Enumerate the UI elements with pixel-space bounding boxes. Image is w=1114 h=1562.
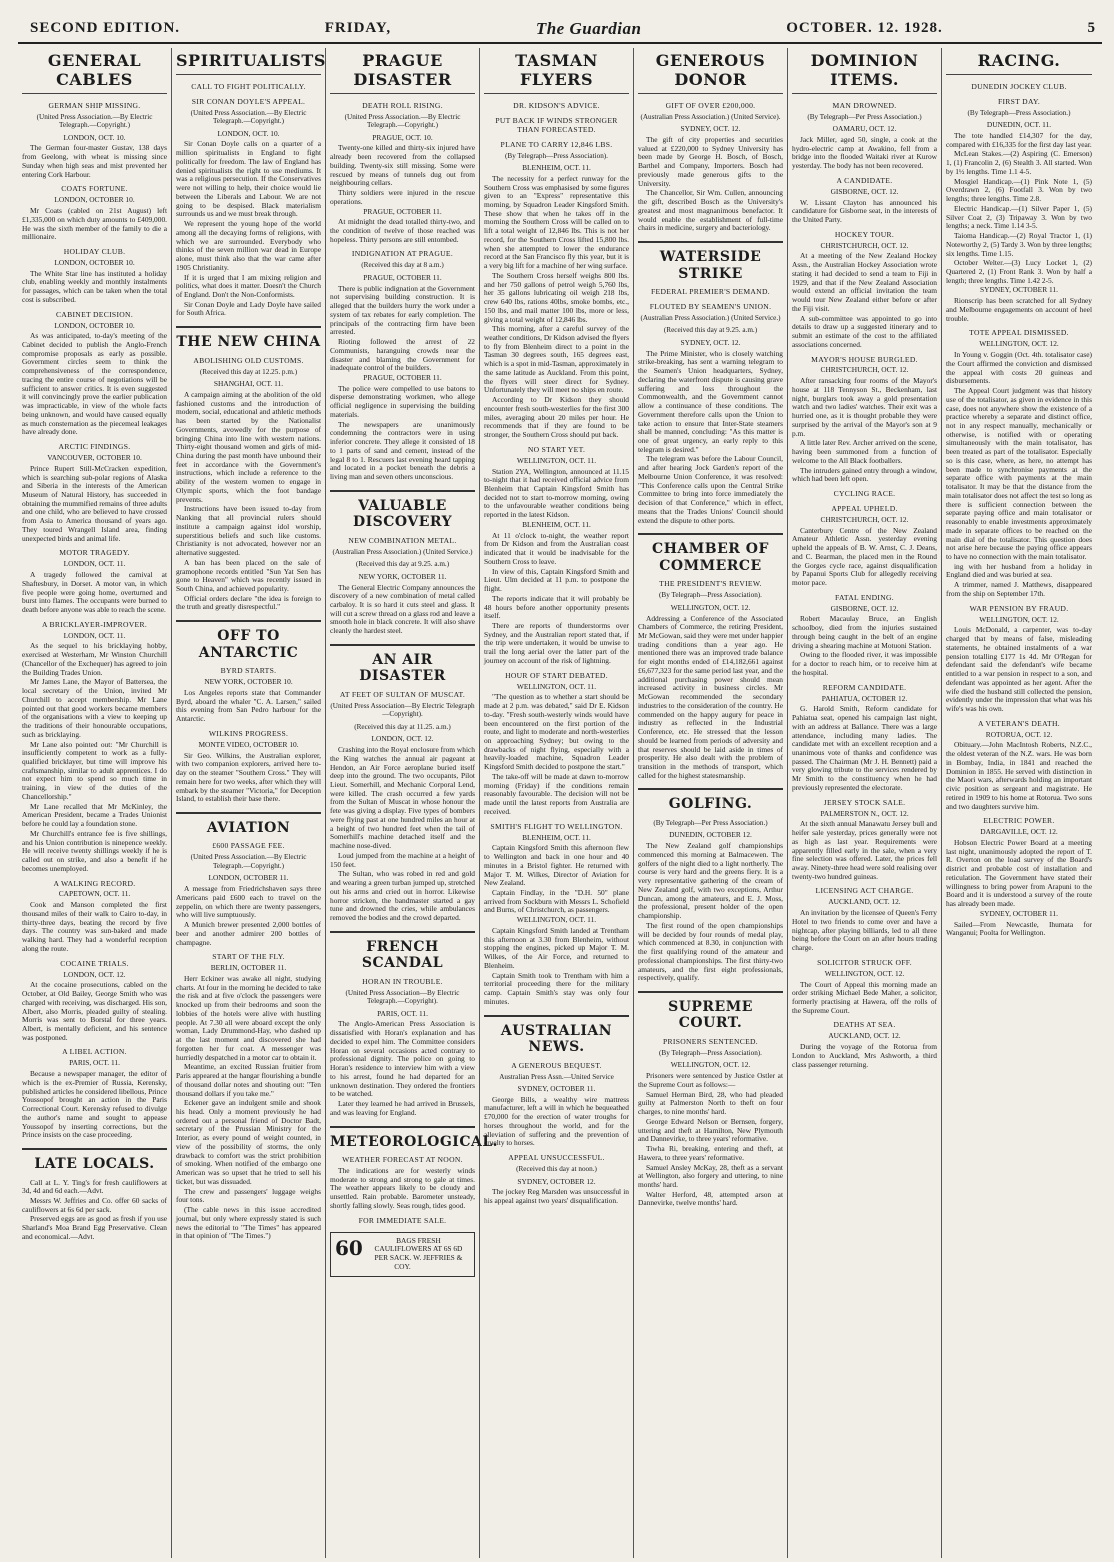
- dateline: AUCKLAND, OCT. 12.: [828, 897, 901, 907]
- subheading: FOR IMMEDIATE SALE.: [358, 1215, 447, 1225]
- paragraph: Thirty soldiers were injured in the rescue operations.: [330, 188, 475, 206]
- paragraph: Official orders declare "the idea is foreign to the truth and greatly disrespectful.": [176, 593, 321, 612]
- subheading: SIR CONAN DOYLE'S APPEAL.: [191, 96, 306, 106]
- column-2: [172, 48, 326, 1558]
- subheading: SMITH'S FLIGHT TO WELLINGTON.: [490, 821, 623, 831]
- press-credit: (United Press Association.—By Electric Telegraph.—Copyright.): [344, 112, 461, 130]
- paragraph: Sir Conan Doyle calls on a quarter of a million spiritualists in England to fight politically for freedom. The law of England has denied spiritualists the right to use mediums. It was a religious persecution. If the Conservatives were not willing to help, their choice would lie between the Liberals and Labour. We are not going to be despised. Black materialism surrounds us and we must break through.: [176, 139, 321, 219]
- dateline: WELLINGTON, OCT. 12.: [824, 968, 905, 978]
- paragraph: Loud jumped from the machine at a height of 150 feet.: [330, 850, 475, 869]
- paragraph: Instructions have been issued to-day from Nanking that all provincial rulers should institute a campaign against idol worship, superstitious beliefs and such like customs. Christianity is not advocated, however nor an alternative suggested.: [176, 504, 321, 558]
- paragraph: The Anglo-American Press Association is dissatisfied with Horan's explanation and has decided to expel him. The Committee considers Horan on several occasions acted contrary to professional dignity. The police on going to Horan's residence to interview him with a view to his arrest, found he had departed for an unknown destination. They ordered the frontiers to be watched.: [330, 1019, 475, 1099]
- paragraph: Later they learned he had arrived in Brussels, and was leaving for England.: [330, 1099, 475, 1117]
- subheading: HOCKEY TOUR.: [834, 229, 895, 239]
- paragraph: Mr Lane recalled that Mr McKinley, the American President, became a Trades Unionist before he could lay a foundation stone.: [22, 801, 167, 829]
- page-number: 5: [1087, 20, 1096, 36]
- paragraph: As the sequel to his bricklaying hobby, exercised at Westerham, Mr Winston Churchill (Chancellor of the Exchequer) has agreed to join the Building Trades Union.: [22, 641, 167, 677]
- paragraph: According to Dr Kidson they should encounter fresh south-westerlies for the first 300 miles, averaging about 20 miles per hour. He recommends that if they are found to be stronger, the Southern Cross should put back.: [484, 395, 629, 440]
- article-headline: LATE LOCALS.: [22, 1148, 167, 1173]
- column-7: [942, 48, 1096, 1558]
- paragraph: As was anticipated, to-day's meeting of the Cabinet decided to publish the Anglo-French compromise proposals as early as possible. Government circles seem to think the comprehensiveness of the correspondence, tracing the entire course of negotiations will be sufficient to answer critics. It is even suggested it will convincingly prove the earlier publication was impracticable, in view of the whole facts being unknown, and would have caused equally as much consternation as the piecemeal leakages have already done.: [22, 331, 167, 437]
- ad-quantity: 60: [335, 1235, 363, 1260]
- subheading: A GENEROUS BEQUEST.: [511, 1060, 602, 1070]
- subheading: TOTE APPEAL DISMISSED.: [969, 328, 1069, 338]
- subheading: HOLIDAY CLUB.: [63, 246, 126, 256]
- paragraph: Tiwha Ri, breaking, entering and theft, at Hawera, to three years' reformative.: [638, 1144, 783, 1162]
- dateline: PARIS, OCT. 11.: [377, 1008, 428, 1018]
- article-headline: WATERSIDE STRIKE: [638, 241, 783, 282]
- subheading: PLANE TO CARRY 12,846 LBS.: [500, 139, 613, 149]
- paragraph: Obituary.—John MacIntosh Roberts, N.Z.C., the oldest veteran of the N.Z. wars. He was born in Bombay, India, in 1841 and reached the Dominion in 1855. He served with distinction in the Maori wars, afterwards holding an important civic position as sergeant and magistrate. He retired in 1909 to his home at Rotorua. Two sons and two daughters survive him.: [946, 740, 1092, 811]
- subheading: APPEAL UPHELD.: [831, 503, 898, 513]
- subheading: FEDERAL PREMIER'S DEMAND.: [651, 287, 770, 297]
- paragraph: Prince Rupert Still-McCracken expedition, which is searching sub-polar regions of Alaska and Siberia in the interests of the American Museum of Natural History, has succeeded in obtaining the mummified remains of three adults and one child, who are believed to have crossed from Asia to America thousand of years ago. They toured Wrangell Island area, finding unexpected birds and animal life.: [22, 463, 167, 543]
- dateline: DUNEDIN, OCTOBER 12.: [669, 830, 752, 840]
- dateline: WELLINGTON, OCT. 11.: [516, 915, 597, 925]
- dateline: BLENHEIM, OCT. 11.: [522, 832, 591, 842]
- dateline: SYDNEY, OCTOBER 11.: [980, 908, 1058, 918]
- article-headline: AUSTRALIAN NEWS.: [484, 1015, 629, 1056]
- subheading: £600 PASSAGE FEE.: [212, 841, 285, 851]
- dateline: LONDON, OCTOBER 10.: [54, 257, 135, 267]
- subheading: REFORM CANDIDATE.: [822, 682, 907, 692]
- dateline: WELLINGTON, OCT. 11.: [516, 681, 597, 691]
- dateline: LONDON, OCT. 11.: [63, 559, 126, 569]
- paragraph: A message from Friedrichshaven says three Americans paid £600 each to travel on the zeppelin, on which there are twenty passengers, who will live sumptuously.: [176, 884, 321, 920]
- dateline: SYDNEY, OCTOBER 12.: [517, 1176, 596, 1186]
- dateline: SHANGHAI, OCT. 11.: [213, 379, 284, 389]
- subheading: ELECTRIC POWER.: [983, 816, 1055, 826]
- paragraph: Meantime, an excited Russian fruitier from Paris appeared at the hangar flourishing a bundle of thousand dollar notes and shouting out: "Ten thousand dollars if you take me.": [176, 1062, 321, 1098]
- section-heading: DOMINION ITEMS.: [792, 48, 937, 94]
- article-columns: [18, 48, 1102, 1558]
- subheading: A CANDIDATE.: [836, 175, 893, 185]
- dateline: LONDON, OCT. 10.: [63, 132, 126, 142]
- paragraph: Call at L. Y. Ting's for fresh cauliflowers at 3d, 4d and 6d each.—Advt.: [22, 1177, 167, 1196]
- dateline: NEW YORK, OCTOBER 11.: [358, 571, 447, 581]
- paragraph: Jack Miller, aged 50, single, a cook at the hydro-electric camp at Awakino, fell from a bridge into the flooded Waitaki river at Kurow yesterday. The body has not been recovered.: [792, 134, 937, 171]
- subheading: FIRST DAY.: [997, 96, 1041, 106]
- paragraph: The German four-master Gustav, 138 days from Geelong, with wheat is missing since Sunday when high seas and mist prevented her entering Cork Harbour.: [22, 143, 167, 179]
- dateline: ROTORUA, OCT. 12.: [985, 729, 1053, 739]
- paragraph: (The cable news in this issue accredited journal, but only where expressly stated is such news the editorial to "The Times" has appeared in that opinion of "The Times."): [176, 1205, 321, 1241]
- paragraph: The gift of city properties and securities valued at £220,000 to Sydney University has been made by George H. Bosch, of Bosch, Barthel and Company, Importers. Bosch had previously made generous gifts to the University.: [638, 134, 783, 188]
- paragraph: We represent the young hope of the world among all the decaying forms of religions, with which we are surrounded. Everybody who thinks of the seven million war dead in Europe alone, must think also that the war came after 1905 Christianity.: [176, 219, 321, 272]
- paragraph: Rionscrip has been scratched for all Sydney and Melbourne engagements on account of heel trouble.: [946, 296, 1092, 323]
- classified-ad: [330, 1232, 475, 1277]
- press-credit: (United Press Association.—By Electric Telegraph.—Copyright.): [36, 112, 153, 130]
- paragraph: The necessity for a perfect runway for the Southern Cross was emphasised by some figures given to an "Express" representative this morning, by Squadron Leader Kingsford Smith. These show that when he takes off in the morning the Southern Cross will be called on to lift a total weight of 12,846 lbs. This is not her record, for the Southern Cross lifted 15,800 lbs. when she attempted to lower the endurance record at the San Francisco fly this year, but it is a very big lift for a machine of her wing surface.: [484, 173, 629, 271]
- paragraph: Canterbury Centre of the New Zealand Amateur Athletic Assn. yesterday evening upheld the appeals of B. W. Arnst, C. J. Deans, and C. Bearman, the placed men in the Round the Gorges cycle race, against disqualification by Papanui Sports Club for allegedly receiving motor pace.: [792, 525, 937, 588]
- subheading: FLOUTED BY SEAMEN'S UNION.: [649, 301, 772, 311]
- dateline: LONDON, OCTOBER 11.: [208, 873, 289, 883]
- paragraph: ing with her husband from a holiday in England died and was buried at sea.: [946, 561, 1092, 580]
- subheading: SOLICITOR STRUCK OFF.: [817, 957, 912, 967]
- subheading: HORAN IN TROUBLE.: [362, 976, 443, 986]
- day-label: FRIDAY,: [324, 20, 392, 36]
- column-4: [480, 48, 634, 1558]
- paragraph: Louis McDonald, a carpenter, was to-day charged that by means of false, misleading statements, he obtained instalments of a war pension totalling £177 1s 4d. Mr O'Regan for defendant said the defendant's wife became entitled to a war pension in respect to a son, and defendant was appointed as her agent. After the wife died the husband still collected the pension, evidently under the impression that what was his wife's was his own.: [946, 625, 1092, 713]
- paragraph: The newspapers are unanimously condemning the contractors were in using inferior concrete. They allege it consisted of 18 to 1 parts of sand and cement, instead of the legal 8 to 1. Rescuers last evening heard tapping and located in a pocket beneath the debris a living man and seven others unconscious.: [330, 419, 475, 482]
- paragraph: The telegram was before the Labour Council, and after hearing Jock Garden's report of the Melbourne Union Conference, it was resolved: "This Conference calls upon the Central Strike Committee to bring into force immediately the decision of that Conference," which in effect, means that the Trades Unions' Council should extend the dispute to other ports.: [638, 454, 783, 525]
- paragraph: At a meeting of the New Zealand Hockey Assn., the Australian Hockey Association wrote stating it had decided to send a team to Fiji in 1929, and that if the New Zealand Association would extend an official invitation the team would tour New Zealand either before or after the Fiji visit.: [792, 251, 937, 313]
- paragraph: The Appeal Court judgment was that history use of the totalisator, as given in evidence in this case, does not anywhere show the existence of a practice whereby a separate and distinct office, not in any respect manually, mechanically or otherwise, is notified with or operating simultaneously with the main totalisator, has been treated as part of the totalisator. Especially so is this case, where, as here, no attempt has been made to synchronise payments at the separate office with payments at the main totalisator. It may be that the distance from the main totalisator does not affect the test so long as there is sufficient connection between the separate paying office and main totalisator or reasonably to enable investments approximately made in separate offices to be reached on the main dial of the totalisator. This question does not arise here because the paying office appears to have no connection with the main totalisator.: [946, 386, 1092, 561]
- paragraph: Hobson Electric Power Board at a meeting last night, unanimously adopted the report of T. R. Overton on the load survey of the Board's district and probable cost of installation and reticulation. The Government have stated their willingness to bring power from Arapuni to the Board and it is understood a survey of the route has already been made.: [946, 837, 1092, 909]
- dateline: LONDON, OCT. 12.: [63, 969, 126, 979]
- press-credit: Australian Press Assn.—United Service: [499, 1072, 614, 1081]
- press-credit: (By Telegraph—Per Press Association.): [653, 819, 768, 827]
- paragraph: The Court of Appeal this morning made an order striking Michael Bede Maher, a solicitor, formerly practising at Hawera, off the rolls of the Supreme Court.: [792, 979, 937, 1015]
- subheading: COATS FORTUNE.: [61, 184, 128, 194]
- paragraph: McLean Stakes.—(2) Aspiring (C. Emerson) 1, (1) Francolin 2, (6) Stealth 3. All started. Won by 1½ lengths. Time 1.1 4-5.: [946, 149, 1092, 176]
- press-credit: (United Press Association—By Electric Telegraph.—Copyright).: [345, 988, 460, 1006]
- paragraph: Preserved eggs are as good as fresh if you use Sharland's Moa Brand Egg Preservative. Clean and economical.—Advt.: [22, 1214, 167, 1241]
- paragraph: Owing to the flooded river, it was impossible for a doctor to reach him, or to receive him at the hospital.: [792, 650, 937, 677]
- paragraph: Samuel Herman Bird, 28, who had pleaded guilty at Palmerston North to theft on four charges, to nine months' hard.: [638, 1089, 783, 1117]
- paragraph: Rioting followed the arrest of 22 Communists, haranguing crowds near the disaster and blaming the Government for inadequate control of the builders.: [330, 337, 475, 373]
- dateline: PAHIATUA, OCTOBER 12.: [821, 693, 908, 703]
- subheading: PRISONERS SENTENCED.: [662, 1037, 759, 1046]
- subheading: COCAINE TRIALS.: [60, 958, 129, 968]
- paragraph: The crew and passengers' luggage weighs four tons.: [176, 1186, 321, 1205]
- paragraph: Mosgiel Handicap.—(1) Pink Note 1, (5) Overdrawn 2, (6) Footfall 3. Won by two lengths; three lengths. Time 2.8.: [946, 176, 1092, 204]
- subheading: MAYOR'S HOUSE BURGLED.: [811, 354, 918, 364]
- dateline: BLENHEIM, OCT. 11.: [522, 519, 591, 529]
- paragraph: At the cocaine prosecutions, cabled on the October, at Old Bailey, George Smith who was charged with receiving, was discharged. His son, Albert, also Morris, pleaded guilty of stealing. Morris was sent to Borstal for three years. Albert, is mentally deficient, and his sentence was postponed.: [22, 980, 167, 1042]
- paragraph: Because a newspaper manager, the editor of which is the ex-Premier of Russia, Kerensky, published articles he considered libellous, Prince Youssopof brought an action in the Paris Correctional Court. Kerensky refused to divulge the author's name and sought to appease Youssopof by inserting corrections, but the Prince insists on the case proceeding.: [22, 1069, 167, 1140]
- paragraph: During the voyage of the Rotorua from London to Auckland, Mrs Ashworth, a third class passenger returning.: [792, 1042, 937, 1069]
- article-headline: FRENCH SCANDAL: [330, 931, 475, 972]
- section-heading: RACING.: [946, 48, 1092, 75]
- dateline: BERLIN, OCTOBER 11.: [210, 963, 287, 973]
- column-5: [634, 48, 788, 1558]
- subheading: CYCLING RACE.: [833, 489, 896, 499]
- subheading: WILKINS PROGRESS.: [208, 728, 289, 738]
- dateline: PRAGUE, OCTOBER 11.: [363, 206, 442, 216]
- paragraph: Sir Geo. Wilkins, the Australian explorer, with two companion explorers, arrived here to-day on the steamer "Southern Cross." They will remain here for two weeks, after which they will embark by the steamer "Victoria," for Deception Island, to establish their base there.: [176, 750, 321, 804]
- dateline: SYDNEY, OCT. 12.: [680, 124, 741, 134]
- paragraph: The Chancellor, Sir Wm. Cullen, announcing the gift, described Bosch as the University's greatest and most magnanimous benefactor. It would enable the establishment of full-time chairs in medicine, surgery and bacteriology.: [638, 188, 783, 233]
- dateline: CAPETOWN, OCT. 11.: [58, 889, 131, 899]
- paragraph: Captain Kingsford Smith this afternoon flew to Wellington and back in one hour and 40 minutes in a Bristol fighter. He returned with Major T. M. Wilkes, Director of Aviation for New Zealand.: [484, 843, 629, 888]
- paragraph: The take-off will be made at dawn to-morrow morning (Friday) if the conditions remain reasonably favourable. The decision will not be made until the latest reports from Australia are received.: [484, 771, 629, 816]
- paragraph: The indications are for westerly winds moderate to strong and strong to gale at times. The weather appears likely to be cloudy and unsettled. Rain probable. Barometer unsteady, shortly falling slowly. Seas rough, tides good.: [330, 1166, 475, 1210]
- paragraph: The Sultan, who was robed in red and gold and wearing a green turban jumped up, stretched out his arms and cried out in horror. Likewise horror stricken, the bandmaster started a gay tune and drowned the cries, while ambulances removed the bodies and the crowd departed.: [330, 869, 475, 923]
- paragraph: Crashing into the Royal enclosure from which the King watches the annual air pageant at Hendon, an Air Force aeroplane buried itself deep into the ground. The two occupants, Pilot Lieut. Somerhill, and Mechanic Corporal Lend, were killed. The crash occurred a few yards from the Sultan of Muscat in whose honour the fete was giving a display. Five types of bombers were flying past at one hundred miles an hour at a height of two hundred feet when the tail of Somerhill's machine detached itself and the machine nose-dived.: [330, 745, 475, 851]
- paragraph: Cook and Manson completed the first thousand miles of their walk to Cairo to-day, in thirty-three days, beating the record by five days. The country was sun-baked and made walking hard. They had a wonderful reception along the route.: [22, 900, 167, 953]
- paragraph: The jockey Reg Marsden was unsuccessful in his appeal against two years' disqualification.: [484, 1187, 629, 1206]
- subheading: BYRD STARTS.: [220, 666, 277, 676]
- paragraph: A campaign aiming at the abolition of the old fashioned customs and the introduction of modern, social, educational and athletic methods has been started by the Nationalist Governments, avowedly for the purpose of bringing China into line with western nations. Thirty-eight thousand women and girls of mid-China during the past month have unbound their feet in accordance with the Government's instructions, which include a reference to the ability of the western women to engage in Olympic sports, which the foot bandage prevents.: [176, 389, 321, 504]
- dateline: PARIS, OCT. 11.: [69, 1058, 120, 1068]
- subheading: AT FEET OF SULTAN OF MUSCAT.: [339, 689, 466, 699]
- paragraph: At 11 o'clock to-night, the weather report from Dr Kidson and from the Australian coast indicated that it would be inadvisable for the Southern Cross to leave.: [484, 530, 629, 566]
- article-headline: OFF TO ANTARCTIC: [176, 620, 321, 661]
- paragraph: George Edward Nelson or Bernsen, forgery, uttering and theft at Hamilton, New Plymouth and Dannevirke, to three years' reformative.: [638, 1116, 783, 1144]
- press-credit: (Received this day at noon.): [516, 1165, 597, 1174]
- dateline: WELLINGTON, OCT. 12.: [979, 339, 1059, 349]
- dateline: WELLINGTON, OCT. 11.: [516, 455, 597, 465]
- paper-name: The Guardian: [535, 18, 642, 38]
- subheading: CALL TO FIGHT POLITICALLY.: [191, 81, 306, 91]
- paragraph: The General Electric Company announces the discovery of a new combination of metal called carbaloy. It is so hard it cuts steel and glass. It will cut a screw thread on a glass rod and leave a smooth hole in black concrete. It will also shave cleanly the hardest steel.: [330, 582, 475, 636]
- paragraph: Taioma Handicap.—(2) Royal Tractor 1, (1) Noteworthy 2, (5) Tardy 3. Won by three lengths; six lengths. Time 1.15.: [946, 231, 1092, 258]
- article-headline: AVIATION: [176, 812, 321, 837]
- paragraph: The reports indicate that it will probably be 48 hours before another opportunity presents itself.: [484, 593, 629, 621]
- paragraph: Sir Conan Doyle and Lady Doyle have sailed for South Africa.: [176, 299, 321, 318]
- paragraph: W. Lissant Clayton has announced his candidature for Gisborne seat, in the interests of the United Party.: [792, 197, 937, 225]
- dateline: CHRISTCHURCH, OCT. 12.: [820, 240, 909, 250]
- paragraph: Walter Herford, 48, attempted arson at Dannevirke, twelve months' hard.: [638, 1189, 783, 1208]
- subheading: INDIGNATION AT PRAGUE.: [351, 249, 454, 259]
- article-headline: THE NEW CHINA: [176, 326, 321, 351]
- paragraph: Twenty-one killed and thirty-six injured have already been recovered from the collapsed building. Twenty-six still missing. Some were rescued by means of tunnels dug out from neighbouring cellars.: [330, 143, 475, 188]
- press-credit: (Australian Press Association.) (United Service.): [332, 547, 473, 556]
- dateline: PRAGUE, OCT. 10.: [372, 132, 433, 142]
- paragraph: The first round of the open championships will be decided by four rounds of medal play, which commenced at 8.30, in conjunction with the first qualifying round of the amateur and professional championships. The first thirty-two amateurs, and the first eight professionals, respectively, qualify.: [638, 920, 783, 983]
- paragraph: There is public indignation at the Government not supervising building construction. It is alleged that the builders hurry the work under a system of tax rebates for early completion. The principals of the contracting firm have been arrested.: [330, 283, 475, 337]
- dateline: AUCKLAND, OCT. 12.: [828, 1031, 901, 1041]
- paragraph: Captain Findlay, in the "D.H. 50" plane arrived from Sockburn with Messrs L. Schofield and Burns, of Christchurch, as passengers.: [484, 887, 629, 915]
- dateline: SYDNEY, OCTOBER 11.: [517, 1084, 596, 1093]
- paragraph: After ransacking four rooms of the Mayor's house at 118 Tennyson St., Beckenham, last night, burglars took away a gold presentation watch and two ladies' watches. Their exit was a hurried one, as it is thought probable they were surprised by the arrival of the Mayor's son at 9 p.m.: [792, 376, 937, 438]
- dateline: LONDON, OCT. 11.: [63, 630, 126, 640]
- paragraph: A Munich brewer presented 2,000 bottles of beer and another admirer 200 bottles of champagne.: [176, 920, 321, 947]
- subheading: A BRICKLAYER-IMPROVER.: [41, 619, 148, 629]
- paragraph: Captain Kingsford Smith landed at Trentham this afternoon at 3.30 from Blenheim, without stopping the engines, picked up Major T. M. Wilkes, of the Air Force, and returned to Blenheim.: [484, 925, 629, 970]
- dateline: LONDON, OCT. 10.: [217, 128, 280, 138]
- paragraph: Station 2YA, Wellington, announced at 11.15 to-night that it had received official advice from Blenheim that Captain Kingsford Smith has decided not to start to-morrow morning, owing to the unfavourable weather conditions being reported in the latest Kidson.: [484, 466, 629, 520]
- paragraph: An invitation by the licensee of Queen's Ferry Hotel to two friends to come over and have a nightcap, after playing billiards, led to all three being before the Court on an after hours trading charge.: [792, 908, 937, 953]
- paragraph: "The question as to whether a start should be made at 2 p.m. was debated," said Dr E. Kidson to-day. "Fresh south-westerly winds would have been encountered on the first portion of the route, and light to moderate and north-westerlies on approaching Sydney; but owing to the drawbacks of night flying, especially with a heavily-loaded machine, Squadron Leader Kingsford Smith decided to postpone the start.": [484, 692, 629, 772]
- paragraph: The Prime Minister, who is closely watching strike-breaking, has sent a warning telegram to the Seamen's Union headquarters, Sydney, declaring the waterfront dispute is causing grave suffering and loss throughout the Commonwealth, and the Government cannot allow a continuance of these conditions. The Government therefore calls upon the Union to take action to ensure that Inter-State steamers shall be manned, concluding: "As this matter is one of great urgency, an early reply to this telegram is desired.": [638, 348, 783, 454]
- paragraph: G. Harold Smith, Reform candidate for Pahiatua seat, opened his campaign last night, with an address at Ballance. There was a large attendance, including many ladies. The candidate met with an excellent reception and a unanimous vote of thanks and confidence was passed. The Chairman (Mr J. H. Bennett) paid a very glowing tribute to the services rendered by Mr Smith to the constituency when he had previously represented the electorate.: [792, 704, 937, 792]
- paragraph: A trimmer, named J. Matthews, disappeared from the ship on September 17th.: [946, 580, 1092, 598]
- paragraph: The police were compelled to use batons to disperse demonstrating workmen, who allege official negligence in supervising the building materials.: [330, 383, 475, 419]
- paragraph: Electric Handicap.—(1) Silver Paper 1, (5) Silver Coat 2, (3) Tripaway 3. Won by two lengths; a neck. Time 1.14 3-5.: [946, 203, 1092, 231]
- subheading: A VETERAN'S DEATH.: [978, 718, 1060, 728]
- dateline: WELLINGTON, OCT. 12.: [670, 602, 751, 612]
- paragraph: October Welter.—(3) Lucy Locket 1, (2) Quartered 2, (1) Front Rank 3. Won by half a length; three lengths. Time 1.42 2-5.: [946, 258, 1092, 285]
- column-6: [788, 48, 942, 1558]
- section-heading: TASMAN FLYERS: [484, 48, 629, 94]
- paragraph: Robert Macaulay Bruce, an English schoolboy, died from the injuries sustained through being caught in the belt of an engine driving a shearing machine at Motuoni Station.: [792, 614, 937, 650]
- paragraph: Mr Coats (cabled on 21st August) left £1,335,000 on which duty amounts to £409,000. He was the sixth member of the family to die a millionaire.: [22, 206, 167, 242]
- press-credit: (By Telegraph—Per Press Association.): [807, 112, 922, 121]
- subheading: NEW COMBINATION METAL.: [348, 535, 457, 545]
- subheading: FATAL ENDING.: [835, 592, 894, 602]
- press-credit: (By Telegraph—Press Association).: [659, 591, 762, 600]
- press-credit: (United Press Association.—By Electric Telegraph.—Copyright.): [190, 108, 307, 126]
- subheading: DEATHS AT SEA.: [833, 1020, 896, 1030]
- subheading: MOTOR TRAGEDY.: [59, 548, 130, 558]
- paragraph: At midnight the dead totalled thirty-two, and the condition of twelve of those reached was hopeless. Thirty persons are still entombed.: [330, 217, 475, 244]
- paragraph: Messrs W. Jeffries and Co. offer 60 sacks of cauliflowers at 6s 6d per sack.: [22, 1196, 167, 1214]
- paragraph: Addressing a Conference of the Associated Chambers of Commerce, the retiring President, Mr McGowan, said they were met under happier trading conditions than a year ago. He mentioned there was an improved trade balance for eight months ended of £14,182,661 against £6,677,323 for the same period last year, and the additional purchasing power should mean increased activity in business circles. Mr McGowan recommended the secondary industries to the consideration of the country. He commended on the happy augury for peace in industry as reflected in the Industrial Conference, etc. He stressed that the lesson should be learned from periods of adversity and that reserves should be laid aside in times of prosperity. He also dealt with the problem of transition in the methods of transport, which called for the highest statesmanship.: [638, 613, 783, 780]
- paragraph: Los Angeles reports state that Commander Byrd, aboard the whaler "C. A. Larsen," sailed this evening from San Pedro harbour for the Antarctic.: [176, 687, 321, 724]
- paragraph: A tragedy followed the carnival at Shaftesbury, in Dorset. A motor van, in which five people were going home, overturned and burst into flames. The occupants were burned to death before anyone was able to reach the scene.: [22, 570, 167, 615]
- paragraph: At the sixth annual Manawatu Jersey bull and heifer sale yesterday, prices generally were not as high as last year. Requirements were apparently filled early in the sale, when a very fine selection was offered. Later, the prices fell away. Ninety-three head were sold realising over twenty-two hundred guineas.: [792, 819, 937, 881]
- paragraph: Herr Eckiner was awake all night, studying charts. At four in the morning he decided to take the risk and at five o'clock the passengers were knocked up from their bedrooms and soon the lobbies of the hotels were alive with hustling people. At 7.30 all were aboard except the only woman, Lady Drummond-Hay, who dashed up at the last moment and discovered she had forgotten her fur coat. A messenger was hurriedly despatched in a motor car to obtain it.: [176, 973, 321, 1062]
- dateline: GISBORNE, OCT. 12.: [830, 186, 899, 196]
- paragraph: If it is urged that I am mixing religion and politics, what does it matter. Doesn't the Church of England. Don't the Non-Conformists.: [176, 272, 321, 299]
- paragraph: The intruders gained entry through a window, which had been left open.: [792, 465, 937, 484]
- subheading: CABINET DECISION.: [55, 309, 134, 319]
- subheading: WAR PENSION BY FRAUD.: [969, 603, 1069, 613]
- article-headline: SUPREME COURT.: [638, 991, 783, 1032]
- subheading: GIFT OF OVER £200,000.: [665, 100, 756, 110]
- press-credit: (Received this day at 11.25. a.m.): [354, 722, 451, 731]
- article-headline: METEOROLOGICAL.: [330, 1126, 475, 1151]
- subheading: NO START YET.: [527, 444, 586, 454]
- press-credit: (Received this day at 8 a.m.): [361, 261, 444, 270]
- press-credit: (Received this day at 12.25. p.m.): [199, 367, 298, 376]
- paragraph: Mr Churchill's entrance fee is five shillings, and his Union contribution is ninepence weekly. He will receive twenty shillings weekly if he is called out on strike, and also a benefit if he becomes unemployed.: [22, 828, 167, 873]
- dateline: DARGAVILLE, OCT. 12.: [980, 827, 1058, 837]
- subheading: DUNEDIN JOCKEY CLUB.: [971, 81, 1067, 91]
- subheading: A LIBEL ACTION.: [62, 1047, 127, 1057]
- paragraph: The New Zealand golf championships commenced this morning at Balmacewen. The golfers of the night died to a light northerly. The course is very hard and the greens fiery. It is a very representative gathering of the cream of New Zealand golf, with two exceptions, Arthur Duncan, among the amateurs, and E. J. Moss, the professional, present holder of the open championship.: [638, 841, 783, 921]
- subheading: APPEAL UNSUCCESSFUL.: [508, 1153, 605, 1163]
- paragraph: In Young v. Goggin (Oct. 4th. totalisator case) the Court affirmed the conviction and dismissed the appeal with costs 20 guineas and disbursements.: [946, 350, 1092, 386]
- dateline: PALMERSTON N., OCT. 12.: [820, 808, 909, 818]
- subheading: ARCTIC FINDINGS.: [58, 442, 131, 452]
- dateline: SYDNEY, OCTOBER 11.: [980, 285, 1058, 295]
- press-credit: (Received this day at 9.25. a.m.): [663, 326, 758, 335]
- dateline: DUNEDIN, OCT. 11.: [986, 120, 1052, 130]
- ad-text: BAGS FRESH CAULIFLOWERS AT 6S 6D PER SACK. W. JEFFRIES & COY.: [374, 1235, 463, 1271]
- paragraph: Mr Lane also pointed out: "Mr Churchill is insufficiently competent to work as a fully-qualified bricklayer, but time will improve his craftsmanship, similar to adult apprentices. I do not expect him to spend so much time in training, in view of the duties of the Chancellorship.": [22, 739, 167, 801]
- paragraph: Captain Smith took to Trentham with him a territorial proceeding there for the military camp. Captain Smith's stay was only four minutes.: [484, 970, 629, 1006]
- dateline: WELLINGTON, OCT. 12.: [670, 1060, 751, 1070]
- paragraph: A ban has been placed on the sale of gramophone records entitled "Sun Yat Sen has gone to Heaven" which was recently issued in South China, and achieved popularity.: [176, 557, 321, 594]
- issue-date: OCTOBER. 12. 1928.: [786, 20, 943, 36]
- press-credit: (By Telegraph—Press Association.): [967, 108, 1071, 117]
- paragraph: Eckener gave an indulgent smile and shook his head. Only a moment previously he had ordered out a personal friend of Doctor Badt, secretary of the Prussian Ministry for the Interior, as every pound of weight counted, in view of the possibility of storms, the only drawback to comfort was the strict prohibition of smoking. When notified of the embargo one American was so upset that he tried to sell his ticket, but was dissuaded.: [176, 1098, 321, 1186]
- subheading: WEATHER FORECAST AT NOON.: [342, 1155, 463, 1165]
- paragraph: George Bills, a wealthy wire mattress manufacturer, left a will in which he bequeathed £70,000 for the erection of water troughs for horses throughout the world, and for the alleviation of suffering and the prevention of cruelty to horses.: [484, 1094, 629, 1148]
- dateline: BLENHEIM, OCT. 11.: [522, 163, 591, 173]
- dateline: MONTE VIDEO, OCTOBER 10.: [198, 739, 299, 749]
- article-headline: VALUABLE DISCOVERY: [330, 490, 475, 531]
- article-headline: GOLFING.: [638, 788, 783, 813]
- dateline: LONDON, OCTOBER 10.: [54, 320, 135, 330]
- paragraph: Samuel Ansley McKay, 28, theft as a servant at Wellington, also forgery and uttering, to nine months' hard.: [638, 1162, 783, 1189]
- dateline: LONDON, OCTOBER 10.: [54, 195, 135, 205]
- section-heading: PRAGUE DISASTER: [330, 48, 475, 94]
- paragraph: The Southern Cross herself weighs 800 lbs. and her 750 gallons of petrol weigh 5,760 lbs, her 35 gallons lubricating oil weigh 218 lbs, crew 640 lbs, rations 40lbs, smoke bombs, etc., 150 lbs, and mail matter 100 lbs, more or less, giving a total weight of 12,846 lbs.: [484, 270, 629, 324]
- dateline: WELLINGTON, OCT. 12.: [979, 614, 1059, 624]
- subheading: DEATH ROLL RISING.: [362, 100, 443, 110]
- subheading: DR. KIDSON'S ADVICE.: [513, 100, 600, 110]
- section-heading: SPIRITUALISTS: [176, 48, 321, 75]
- paragraph: Mr James Lane, the Mayor of Battersea, the local secretary of the Union, invited Mr Churchill to accept membership. Mr Lane pointed out that good workers became members of the organisations with a view to keeping up the traditions of their honourable occupations, such as bricklaying.: [22, 677, 167, 739]
- subheading: START OF THE FLY.: [212, 952, 285, 962]
- subheading: THE PRESIDENT'S REVIEW.: [659, 579, 762, 589]
- paragraph: This morning, after a careful survey of the weather conditions, Dr Kidson advised the flyers to fly from Blenheim direct to a point in the Tasman 30 degrees south, 165 degrees east, which is a spot in mid-Tasman, approximately in the same latitude as Auckland. From this point, the flyers will steer direct for Sydney. Unfortunately they will meet no ships en route.: [484, 324, 629, 395]
- edition-label: SECOND EDITION.: [30, 20, 181, 36]
- subheading: GERMAN SHIP MISSING.: [48, 100, 141, 110]
- dateline: LONDON, OCT. 12.: [371, 734, 434, 744]
- press-credit: (Australian Press Association.) (United Service.): [640, 313, 781, 322]
- paragraph: There are reports of thunderstorms over Sydney, and the Australian report stated that, if the trip were undertaken, it would be unwise to trail the long aerial over the latter part of the journey on account of the risk of lightning.: [484, 620, 629, 665]
- press-credit: (Australian Press Association.) (United Service).: [640, 112, 781, 121]
- press-credit: (By Telegraph—Press Association).: [659, 1048, 762, 1057]
- paragraph: A sub-committee was appointed to go into details to draw up a suggested itinerary and to submit an estimate of the cost to the affiliated associations concerned.: [792, 313, 937, 349]
- subheading: JERSEY STOCK SALE.: [823, 797, 906, 807]
- paragraph: The White Star line has instituted a holiday club, enabling weekly and monthly instalments for passages, which can be taken when the total cost is subscribed.: [22, 268, 167, 304]
- dateline: PRAGUE, OCTOBER 11.: [363, 272, 442, 282]
- dateline: SYDNEY, OCT. 12.: [680, 337, 741, 347]
- article-headline: AN AIR DISASTER: [330, 644, 475, 685]
- dateline: NEW YORK, OCTOBER 10.: [204, 677, 293, 687]
- subheading: MAN DROWNED.: [832, 100, 897, 110]
- subheading: A WALKING RECORD.: [53, 878, 136, 888]
- paragraph: A little later Rev. Archer arrived on the scene, having been summoned from a function of welcome to the All Black footballers.: [792, 438, 937, 465]
- dateline: OAMARU, OCT. 12.: [832, 124, 897, 134]
- paragraph: In view of this, Captain Kingsford Smith and Lieut. Ulm decided at 11 p.m. to postpone the flight.: [484, 566, 629, 594]
- dateline: VANCOUVER, OCTOBER 10.: [47, 453, 142, 463]
- press-credit: (By Telegraph—Press Association).: [505, 151, 608, 160]
- column-3: [326, 48, 499, 1558]
- paragraph: Prisoners were sentenced by Justice Ostler at the Supreme Court as follows:—: [638, 1071, 783, 1089]
- subheading: PUT BACK IF WINDS STRONGER THAN FORECASTED.: [495, 115, 618, 134]
- dateline: PRAGUE, OCTOBER 11.: [363, 373, 442, 382]
- column-1: [18, 48, 172, 1558]
- article-headline: CHAMBER OF COMMERCE: [638, 533, 783, 574]
- dateline: CHRISTCHURCH, OCT. 12.: [820, 365, 909, 375]
- paragraph: Sailed—From Newcastle, Ihumata for Wanganui; Poolta for Wellington.: [946, 919, 1092, 938]
- section-heading: GENEROUS DONOR: [638, 48, 783, 94]
- dateline: CHRISTCHURCH, OCT. 12.: [820, 514, 909, 524]
- press-credit: (United Press Association.—By Electric Telegraph.—Copyright.): [190, 853, 307, 870]
- subheading: LICENSING ACT CHARGE.: [815, 886, 914, 896]
- section-heading: GENERAL CABLES: [22, 48, 167, 94]
- subheading: HOUR OF START DEBATED.: [505, 670, 608, 680]
- press-credit: (Received this day at 9.25. a.m.): [355, 560, 450, 569]
- masthead: [18, 18, 1102, 44]
- dateline: GISBORNE, OCT. 12.: [830, 603, 899, 613]
- subheading: ABOLISHING OLD CUSTOMS.: [193, 355, 304, 365]
- press-credit: (United Press Association—By Electric Telegraph—Copyright).: [330, 701, 475, 719]
- paragraph: The tote handled £14,307 for the day, compared with £16,335 for the first day last year.: [946, 131, 1092, 149]
